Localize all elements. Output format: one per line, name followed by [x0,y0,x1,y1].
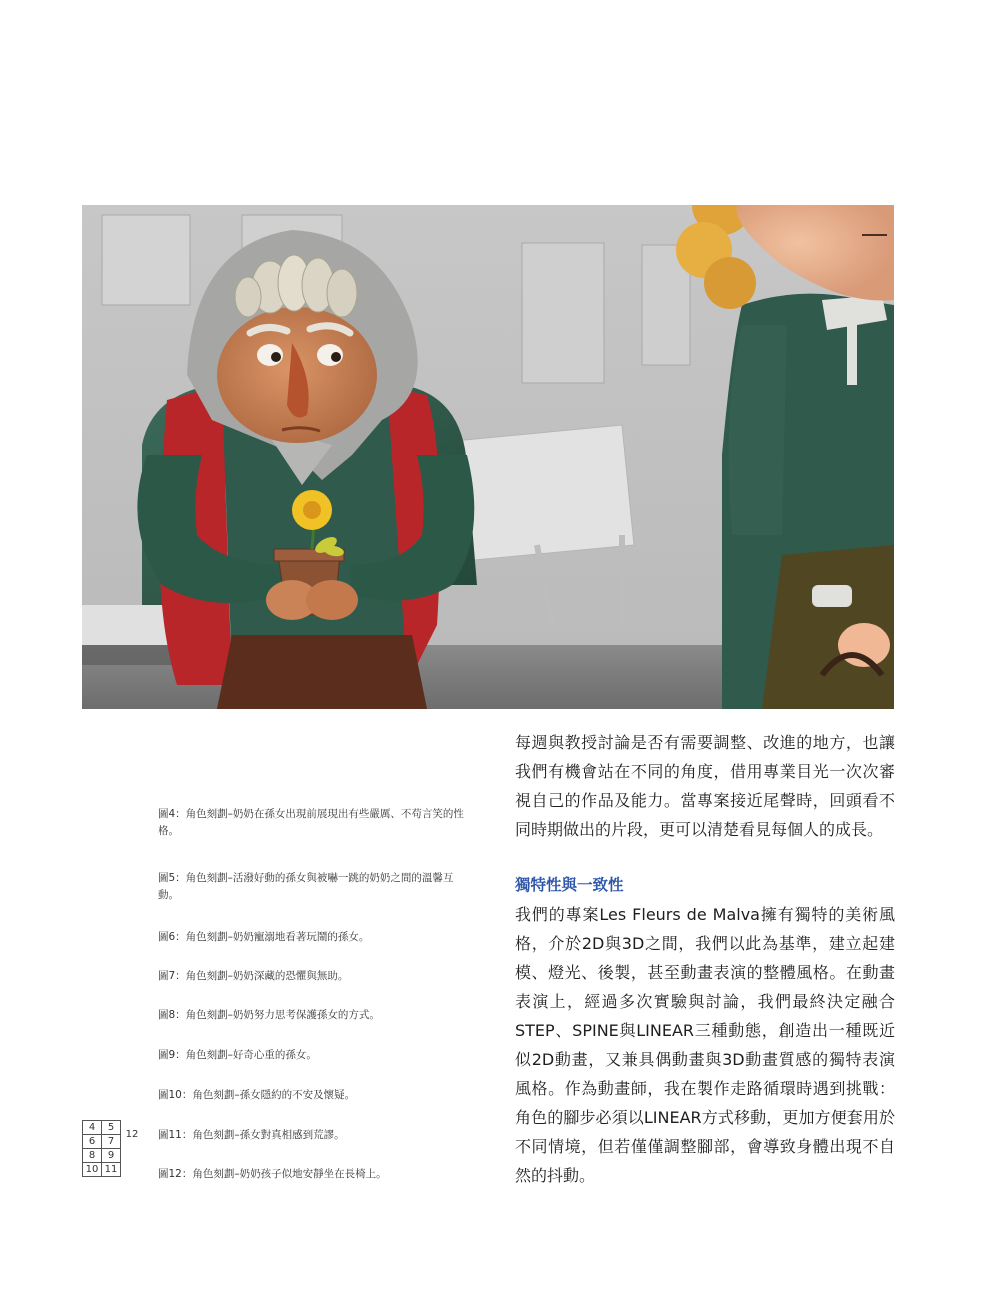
fig-index-cell: 9 [102,1149,121,1163]
body-paragraph-2 [515,900,895,1190]
fig-index-cell: 4 [83,1121,102,1135]
paragraph-text: 每週與教授討論是否有需要調整、改進的地方，也讓我們有機會站在不同的角度，借用專業目光一次次審視自己的作品及能力。當專案接近尾聲時，回頭看不同時期做出的片段，更可以清楚看見每個人的成長。 [515,733,895,839]
caption-figure-5: 圖5：角色刻劃–活潑好動的孫女與被嚇一跳的奶奶之間的溫馨互動。 [158,872,454,901]
caption-figure-11: 圖11：角色刻劃–孫女對真相感到荒謬。 [158,1129,345,1141]
fig-index-cell: 10 [83,1163,102,1177]
fig-index-cell: 6 [83,1135,102,1149]
body-paragraph-1 [515,728,895,844]
caption-figure-12: 圖12：角色刻劃–奶奶孩子似地安靜坐在長椅上。 [158,1168,387,1180]
figure-layout-index [82,1120,143,1177]
section-heading: 獨特性與一致性 [515,876,624,894]
fig-index-cell: 7 [102,1135,121,1149]
caption-figure-6: 圖6：角色刻劃–奶奶寵溺地看著玩鬧的孫女。 [158,931,370,943]
fig-index-cell: 12 [121,1121,144,1149]
caption-figure-10: 圖10：角色刻劃–孫女隱約的不安及懷疑。 [158,1089,356,1101]
fig-index-cell: 11 [102,1163,121,1177]
paragraph-text: 我們的專案Les Fleurs de Malva擁有獨特的美術風格，介於2D與3D之間，我們以此為基準，建立起建模、燈光、後製，甚至動畫表演的整體風格。在動畫表演上，經過多次實驗與討論，我們最終決定融合STEP、SPINE與LINEAR三種動態，創造出一種既近似2D動畫，又兼具偶動畫與3D動畫質感的獨特表演風格。作為動畫師，我在製作走路循環時遇到挑戰：角色的腳步必須以LINEAR方式移動，更加方便套用於不同情境，但若僅僅調整腳部，會導致身體出現不自然的抖動。 [515,905,895,1185]
caption-figure-4: 圖4：角色刻劃–奶奶在孫女出現前展現出有些嚴厲、不苟言笑的性格。 [158,808,464,837]
fig-index-cell: 5 [102,1121,121,1135]
animation-still-figure [82,205,894,709]
caption-figure-8: 圖8：角色刻劃–奶奶努力思考保護孫女的方式。 [158,1009,380,1021]
grandma-and-girl-scene-image [82,205,894,709]
caption-figure-9: 圖9：角色刻劃–好奇心重的孫女。 [158,1049,317,1061]
fig-index-cell: 8 [83,1149,102,1163]
caption-figure-7: 圖7：角色刻劃–奶奶深藏的恐懼與無助。 [158,970,349,982]
